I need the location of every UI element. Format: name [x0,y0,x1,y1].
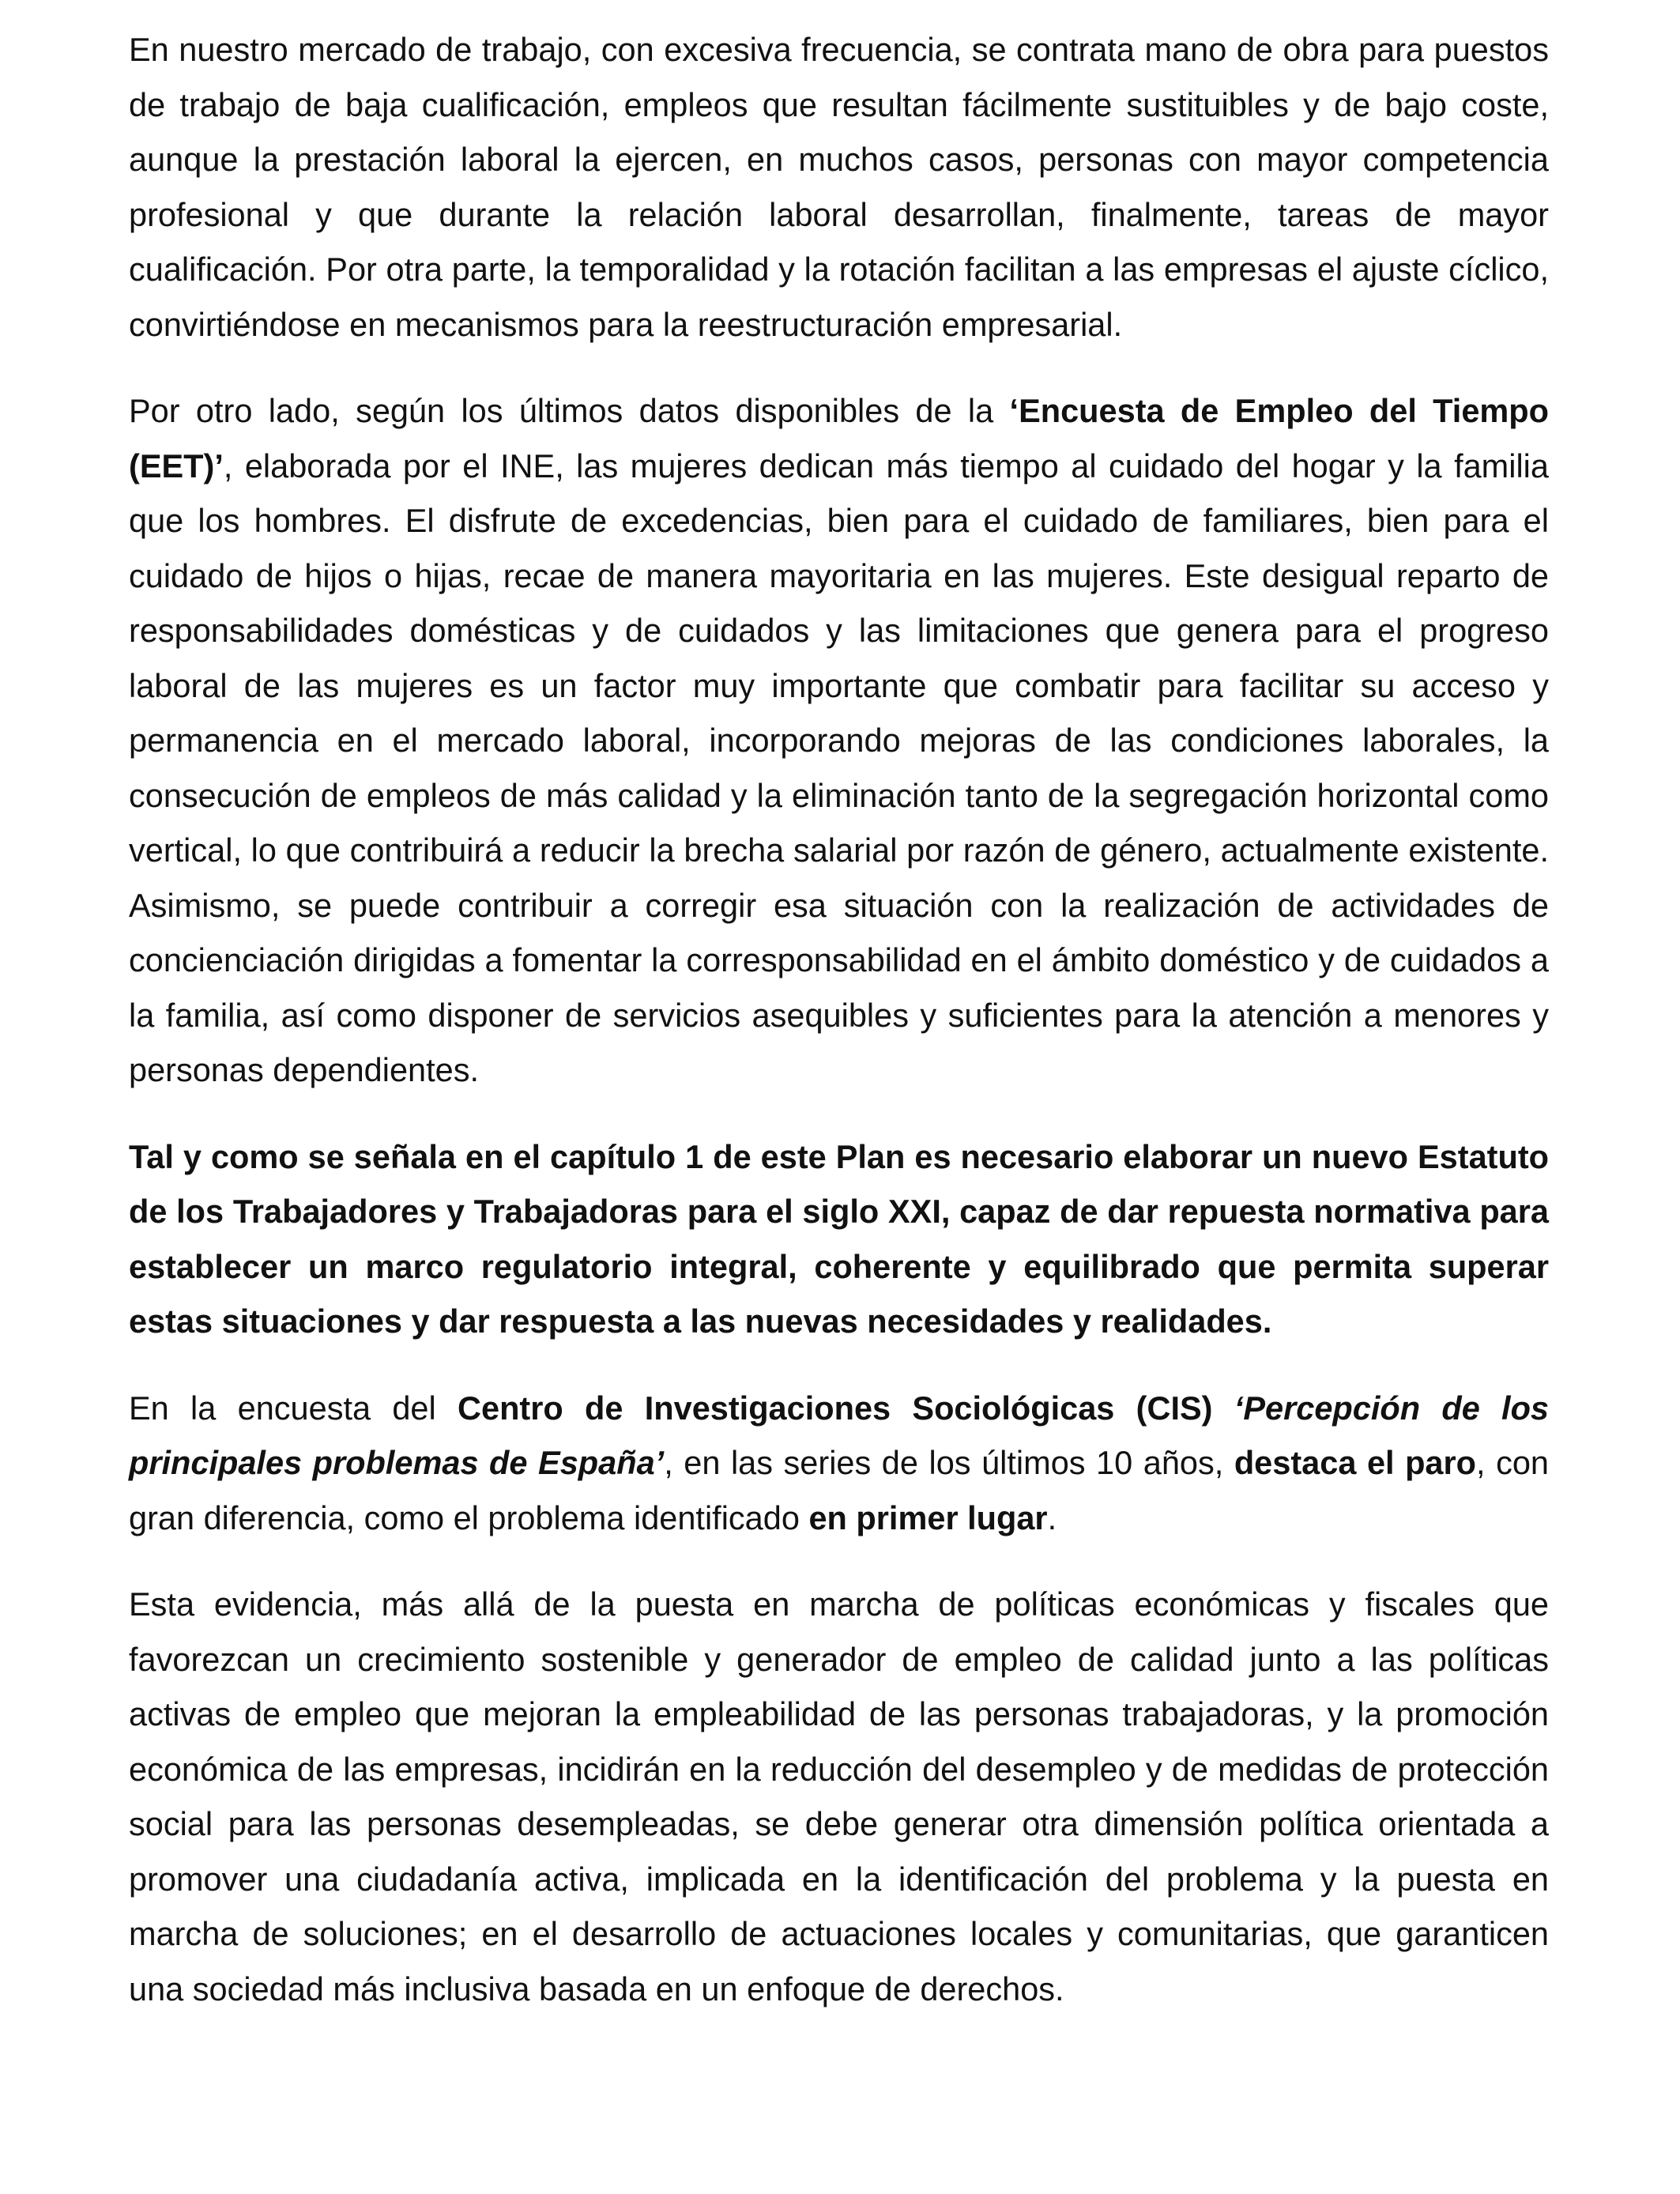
paragraph-cis-survey [129,1381,1549,1546]
paragraph-text-body: , elaborada por el INE, las mujeres dedican más tiempo al cuidado del hogar y la familia que los hombres. El disfrute de excedencias, bien para el cuidado de familiares, bien para el cuidado de hijos o hijas, recae de manera mayoritaria en las mujeres. Este desigual reparto de responsabilidades domésticas y de cuidados y las limitaciones que genera para el progreso laboral de las mujeres es un factor muy importante que combatir para facilitar su acceso y permanencia en el mercado laboral, incorporando mejoras de las condiciones laborales, la consecución de empleos de más calidad y la eliminación tanto de la segregación horizontal como vertical, lo que contribuirá a reducir la brecha salarial por razón de género, actualmente existente. Asimismo, se puede contribuir a corregir esa situación con la realización de actividades de concienciación dirigidas a fomentar la corresponsabilidad en el ámbito doméstico y de cuidados a la familia, así como disponer de servicios asequibles y suficientes para la atención a menores y personas dependientes. [129,447,1549,1088]
paragraph-text: Esta evidencia, más allá de la puesta en marcha de políticas económicas y fiscales que favorezcan un crecimiento sostenible y generador de empleo de calidad junto a las políticas activas de empleo que mejoran la empleabilidad de las personas trabajadoras, y la promoción económica de las empresas, incidirán en la reducción del desempleo y de medidas de protección social para las personas desempleadas, se debe generar otra dimensión política orientada a promover una ciudadanía activa, implicada en la identificación del problema y la puesta en marcha de soluciones; en el desarrollo de actuaciones locales y comunitarias, que garanticen una sociedad más inclusiva basada en un enfoque de derechos. [129,1585,1549,2007]
paragraph-text-intro: Por otro lado, según los últimos datos disponibles de la [129,392,1010,429]
paragraph-workers-statute [129,1129,1549,1349]
paragraph-labor-market [129,22,1549,352]
paragraph-active-citizenship [129,1577,1549,2016]
paragraph-text-intro: En la encuesta del [129,1389,458,1427]
document-page [129,22,1549,2048]
cis-organization-name: Centro de Investigaciones Sociológicas (CIS) [458,1389,1213,1427]
paragraph-text-mid: , en las series de los últimos 10 años, [664,1444,1234,1481]
cis-survey-title: ‘Percepción de los principales problemas de España’ [129,1389,1550,1481]
paragraph-text: En nuestro mercado de trabajo, con excesiva frecuencia, se contrata mano de obra para puestos de trabajo de baja cualificación, empleos que resultan fácilmente sustituibles y de bajo coste, aunque la prestación laboral la ejercen, en muchos casos, personas con mayor competencia profesional y que durante la relación laboral desarrollan, finalmente, tareas de mayor cualificación. Por otra parte, la temporalidad y la rotación facilitan a las empresas el ajuste cíclico, convirtiéndose en mecanismos para la reestructuración empresarial. [129,31,1549,343]
paragraph-text-mid2: , con gran diferencia, como el problema identificado [129,1444,1550,1536]
highlight-unemployment: destaca el paro [1234,1444,1477,1481]
space [1213,1389,1234,1427]
paragraph-end: . [1047,1498,1057,1536]
survey-name-eet: ‘Encuesta de Empleo del Tiempo (EET)’ [129,392,1549,484]
highlight-first-place: en primer lugar [808,1498,1048,1536]
paragraph-text: Tal y como se señala en el capítulo 1 de este Plan es necesario elaborar un nuevo Estatuto de los Trabajadores y Trabajadoras para el siglo XXI, capaz de dar repuesta normativa para establecer un marco regulatorio integral, coherente y equilibrado que permita superar estas situaciones y dar respuesta a las nuevas necesidades y realidades. [129,1137,1549,1340]
paragraph-time-use-survey [129,383,1549,1098]
